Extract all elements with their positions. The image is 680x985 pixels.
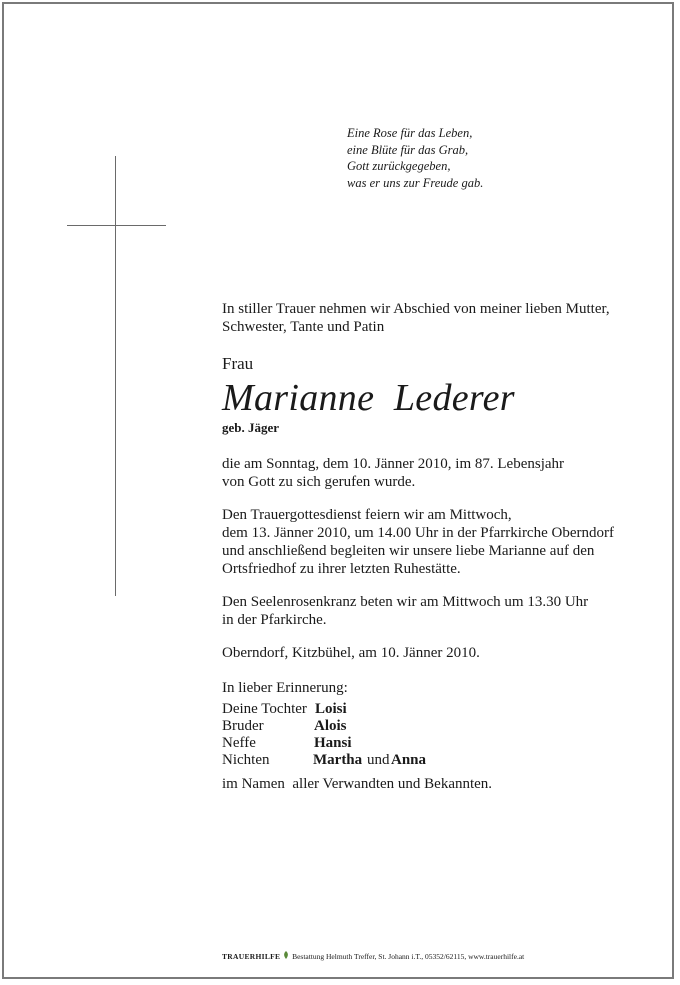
family-role: Deine Tochter bbox=[222, 701, 307, 717]
cross-vertical-line bbox=[115, 156, 116, 596]
intro-line: In stiller Trauer nehmen wir Abschied von meiner lieben Mutter, bbox=[222, 301, 610, 317]
family-name: Loisi bbox=[315, 701, 347, 717]
family-name: Hansi bbox=[314, 735, 352, 751]
memory-line: In lieber Erinnerung: bbox=[222, 680, 348, 696]
footer-details: Bestattung Helmuth Treffer, St. Johann i.T., 05352/62115, www.trauerhilfe.at bbox=[292, 952, 525, 961]
birth-name: geb. Jäger bbox=[222, 420, 280, 435]
leaf-icon bbox=[283, 951, 289, 960]
family-name: Martha bbox=[313, 752, 363, 768]
intro-text bbox=[222, 300, 610, 336]
deceased-name: Marianne Lederer bbox=[222, 377, 515, 419]
family-role: Nichten bbox=[222, 752, 270, 768]
rosary-notice bbox=[222, 593, 588, 629]
cross-horizontal-line bbox=[67, 225, 166, 226]
poem-line: Eine Rose für das Leben, bbox=[347, 126, 473, 140]
intro-line: Schwester, Tante und Patin bbox=[222, 319, 385, 335]
family-name: Anna bbox=[391, 752, 427, 768]
poem-line: was er uns zur Freude gab. bbox=[347, 175, 484, 190]
family-conjunction: und bbox=[367, 752, 390, 768]
death-notice-line: von Gott zu sich gerufen wurde. bbox=[222, 474, 416, 490]
poem-line: Gott zurückgegeben, bbox=[347, 159, 451, 173]
funeral-line: Ortsfriedhof zu ihrer letzten Ruhestätte. bbox=[222, 561, 461, 577]
family-role: Bruder bbox=[222, 718, 264, 734]
funeral-line: Den Trauergottesdienst feiern wir am Mittwoch, bbox=[222, 507, 512, 523]
death-notice bbox=[222, 455, 564, 491]
footer bbox=[222, 951, 524, 961]
poem bbox=[347, 125, 483, 191]
poem-line: eine Blüte für das Grab, bbox=[347, 142, 469, 157]
funeral-service bbox=[222, 506, 614, 578]
rosary-line: Den Seelenrosenkranz beten wir am Mittwoch um 13.30 Uhr bbox=[222, 594, 589, 610]
place-date: Oberndorf, Kitzbühel, am 10. Jänner 2010. bbox=[222, 645, 480, 661]
funeral-line: dem 13. Jänner 2010, um 14.00 Uhr in der Pfarrkirche Oberndorf bbox=[222, 525, 614, 541]
salutation: Frau bbox=[222, 354, 254, 373]
funeral-line: und anschließend begleiten wir unsere liebe Marianne auf den bbox=[222, 543, 595, 559]
footer-brand: TRAUERHILFE bbox=[222, 952, 281, 961]
death-notice-line: die am Sonntag, dem 10. Jänner 2010, im 87. Lebensjahr bbox=[222, 456, 565, 472]
closing-line: im Namen aller Verwandten und Bekannten. bbox=[222, 776, 493, 792]
family-name: Alois bbox=[314, 718, 347, 734]
family-role: Neffe bbox=[222, 735, 256, 751]
rosary-line: in der Pfarkirche. bbox=[222, 612, 327, 628]
